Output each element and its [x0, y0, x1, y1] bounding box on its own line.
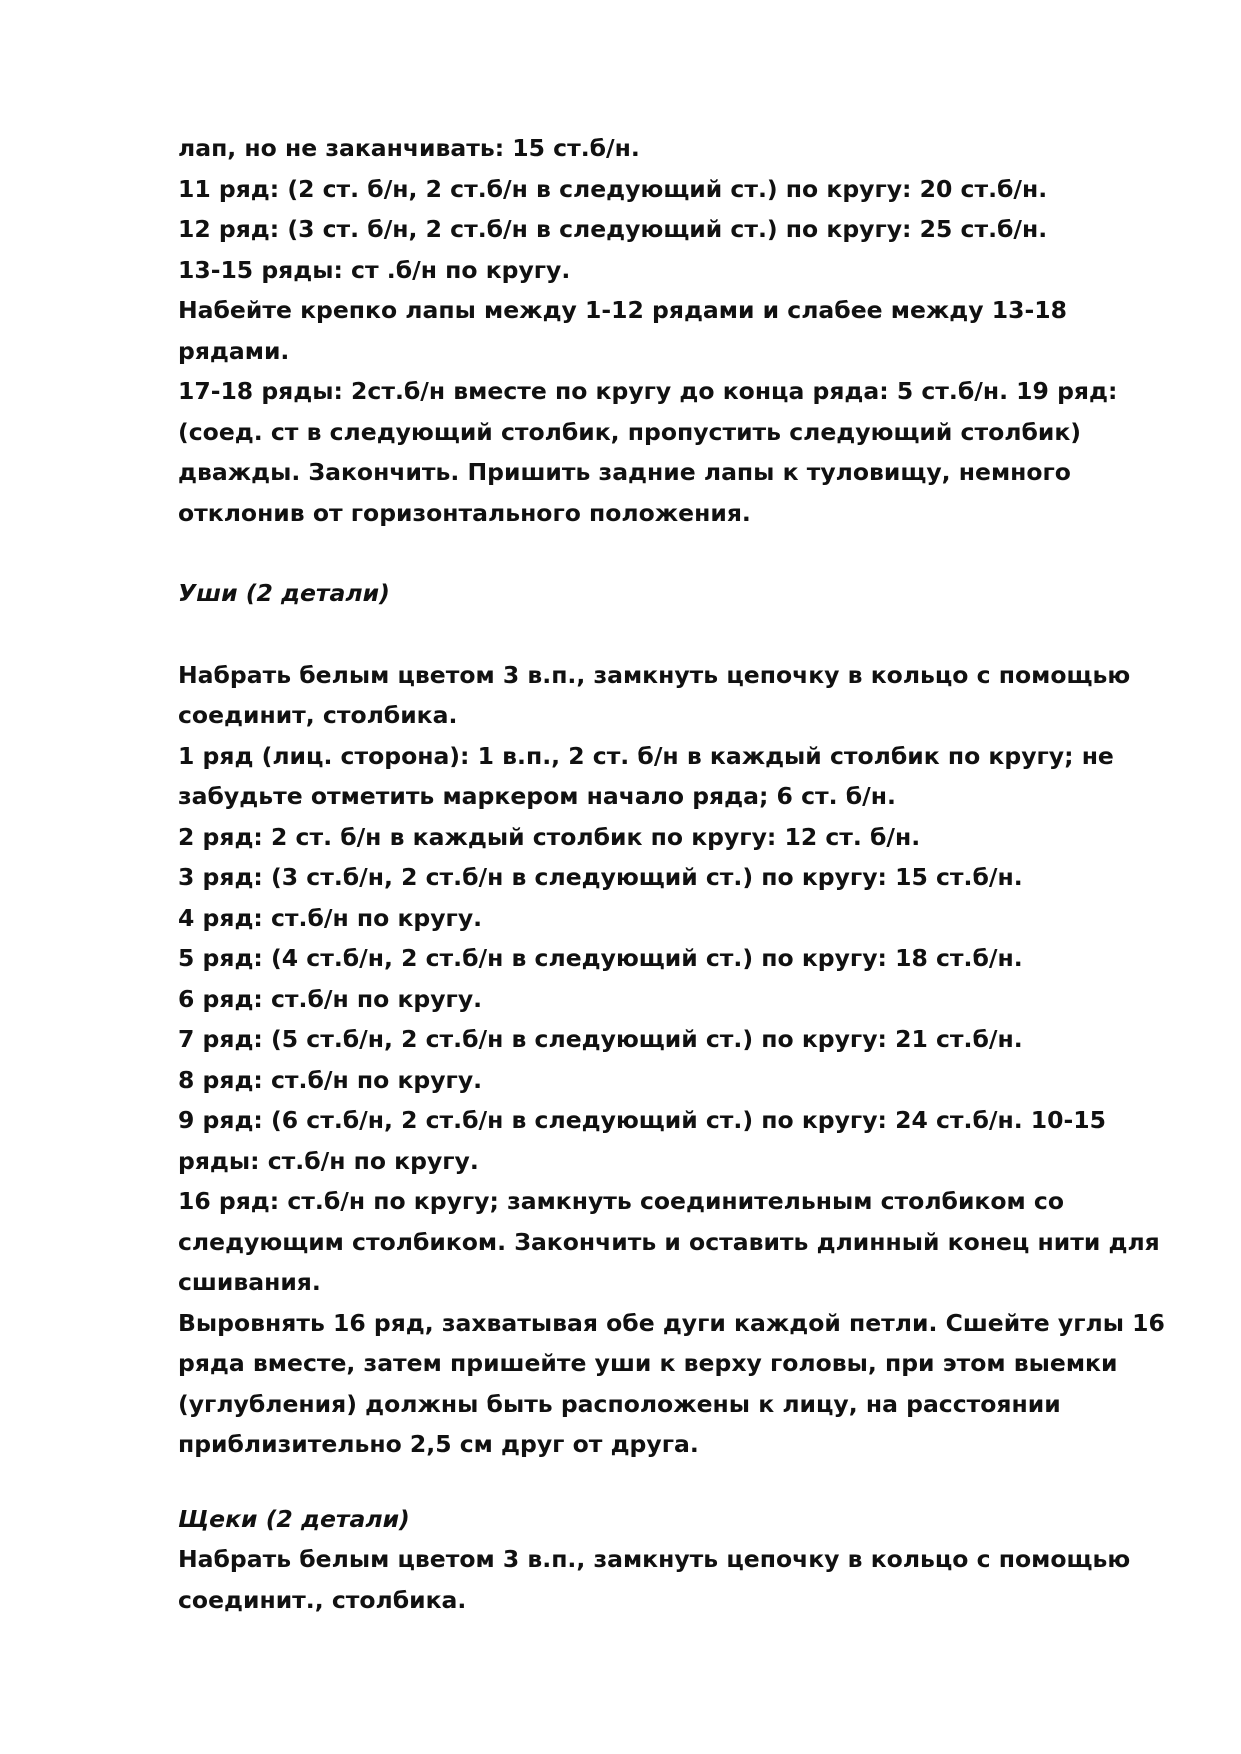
paws-instructions [178, 128, 1158, 533]
text-line: Набейте крепко лапы между 1-12 рядами и слабее между 13-18 [178, 296, 1067, 324]
text-line: 17-18 ряды: 2ст.б/н вместе по кругу до конца ряда: 5 ст.б/н. 19 ряд: [178, 377, 1118, 405]
text-line: (углубления) должны быть расположены к лицу, на расстоянии [178, 1389, 1061, 1418]
text-line: 16 ряд: ст.б/н по кругу; замкнуть соединительным столбиком со [178, 1187, 1064, 1215]
text-line: 11 ряд: (2 ст. б/н, 2 ст.б/н в следующий ст.) по кругу: 20 ст.б/н. [178, 174, 1048, 203]
text-line: 6 ряд: ст.б/н по кругу. [178, 984, 483, 1013]
text-line: 3 ряд: (3 ст.б/н, 2 ст.б/н в следующий ст.) по кругу: 15 ст.б/н. [178, 863, 1023, 891]
text-line: 13-15 ряды: ст .б/н по кругу. [178, 255, 571, 284]
text-line: соединит., столбика. [178, 1585, 467, 1614]
text-line: 12 ряд: (3 ст. б/н, 2 ст.б/н в следующий ст.) по кругу: 25 ст.б/н. [178, 215, 1048, 243]
ears-heading: Уши (2 детали) [178, 579, 390, 607]
spacer [178, 533, 1158, 573]
text-line: лап, но не заканчивать: 15 ст.б/н. [178, 134, 640, 162]
text-line: (соед. ст в следующий столбик, пропустить следующий столбик) [178, 417, 1082, 446]
text-line: забудьте отметить маркером начало ряда; 6 ст. б/н. [178, 782, 896, 810]
text-line: приблизительно 2,5 см друг от друга. [178, 1430, 699, 1458]
text-line: ряды: ст.б/н по кругу. [178, 1146, 479, 1175]
cheeks-instructions [178, 1539, 1158, 1620]
text-line: ряда вместе, затем пришейте уши к верху головы, при этом выемки [178, 1349, 1118, 1377]
text-line: рядами. [178, 336, 290, 365]
text-line: 7 ряд: (5 ст.б/н, 2 ст.б/н в следующий ст.) по кругу: 21 ст.б/н. [178, 1025, 1023, 1053]
text-line: Выровнять 16 ряд, захватывая обе дуги каждой петли. Сшейте углы 16 [178, 1308, 1165, 1337]
text-line: Набрать белым цветом 3 в.п., замкнуть цепочку в кольцо с помощью [178, 660, 1131, 689]
ears-instructions [178, 655, 1165, 1465]
cheeks-heading: Щеки (2 детали) [178, 1504, 410, 1533]
text-line: дважды. Закончить. Пришить задние лапы к туловищу, немного [178, 458, 1071, 486]
text-line: соединит, столбика. [178, 701, 458, 729]
text-line: 2 ряд: 2 ст. б/н в каждый столбик по кругу: 12 ст. б/н. [178, 822, 921, 851]
text-line: Набрать белым цветом 3 в.п., замкнуть цепочку в кольцо с помощью [178, 1545, 1131, 1573]
text-line: 9 ряд: (6 ст.б/н, 2 ст.б/н в следующий ст.) по кругу: 24 ст.б/н. 10-15 [178, 1106, 1106, 1134]
spacer [178, 614, 1158, 655]
spacer [178, 1465, 1158, 1499]
text-line: 8 ряд: ст.б/н по кругу. [178, 1065, 483, 1094]
text-line: 5 ряд: (4 ст.б/н, 2 ст.б/н в следующий ст.) по кругу: 18 ст.б/н. [178, 944, 1023, 972]
document-body [178, 128, 1165, 1620]
text-line: отклонив от горизонтального положения. [178, 498, 751, 527]
text-line: 4 ряд: ст.б/н по кругу. [178, 903, 483, 932]
text-line: 1 ряд (лиц. сторона): 1 в.п., 2 ст. б/н в каждый столбик по кругу; не [178, 741, 1114, 770]
text-line: сшивания. [178, 1268, 321, 1296]
text-line: следующим столбиком. Закончить и оставить длинный конец нити для [178, 1227, 1160, 1256]
